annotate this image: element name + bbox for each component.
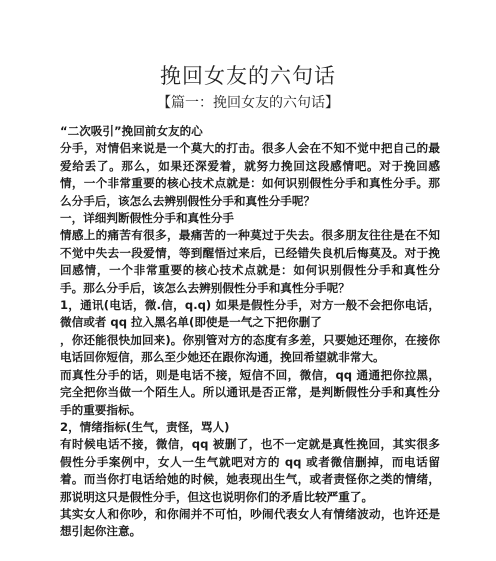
- paragraph: 一，详细判断假性分手和真性分手: [60, 211, 234, 226]
- paragraph: 2，情绪指标(生气，责怪，骂人): [60, 419, 230, 434]
- paragraph: 其实女人和你吵，和你闹并不可怕，吵闹代表女人有情绪波动，也许还是想引起你注意。: [60, 506, 440, 539]
- paragraph: ，你还能很快加回来)。你别管对方的态度有多差，只要她还理你，在接你电话回你短信，那么至少她还在跟你沟通，挽回希望就非常大。: [60, 332, 440, 365]
- paragraph: 而真性分手的话，则是电话不接，短信不回，微信，qq 通通把你拉黑，完全把你当做一个陌生人。所以通讯是否正常，是判断假性分手和真性分手的重要指标。: [60, 367, 440, 417]
- paragraph: 情感上的痛苦有很多，最痛苦的一种莫过于失去。很多朋友往往是在不知不觉中失去一段爱情，等到醒悟过来后，已经错失良机后悔莫及。对于挽回感情，一个非常重要的核心技术点就是：如何识别假性分手和真性分手。那么分手后，该怎么去辨别假性分手和真性分手呢？: [60, 228, 440, 295]
- paragraph: 有时候电话不接，微信，qq 被删了，也不一定就是真性挽回，其实很多假性分手案例中，女人一生气就吧对方的 qq 或者微信删掉，而电话留着。而当你打电话给她的时候，她表现出生气，或者责怪你之类的情绪，那说明这只是假性分手，但这也说明你们的矛盾比较严重了。: [60, 437, 440, 504]
- document-title: 挽回女友的六句话: [160, 64, 336, 88]
- paragraph: 1，通讯(电话，微.信，q.q) 如果是假性分手，对方一般不会把你电话，微信或者 qq 拉入黑名单(即使是一气之下把你删了: [60, 298, 440, 330]
- paragraph: “二次吸引”挽回前女友的心: [60, 124, 203, 138]
- document-subtitle: 【篇一：挽回女友的六句话】: [157, 95, 339, 111]
- paragraph: 分手，对情侣来说是一个莫大的打击。很多人会在不知不觉中把自己的最爱给丢了。那么，如果还深爱着，就努力挽回这段感情吧。对于挽回感情，一个非常重要的核心技术点就是：如何识别假性分手和真性分手。那么分手后，该怎么去辨别假性分手和真性分手呢？: [60, 141, 440, 208]
- document-body: [60, 123, 440, 541]
